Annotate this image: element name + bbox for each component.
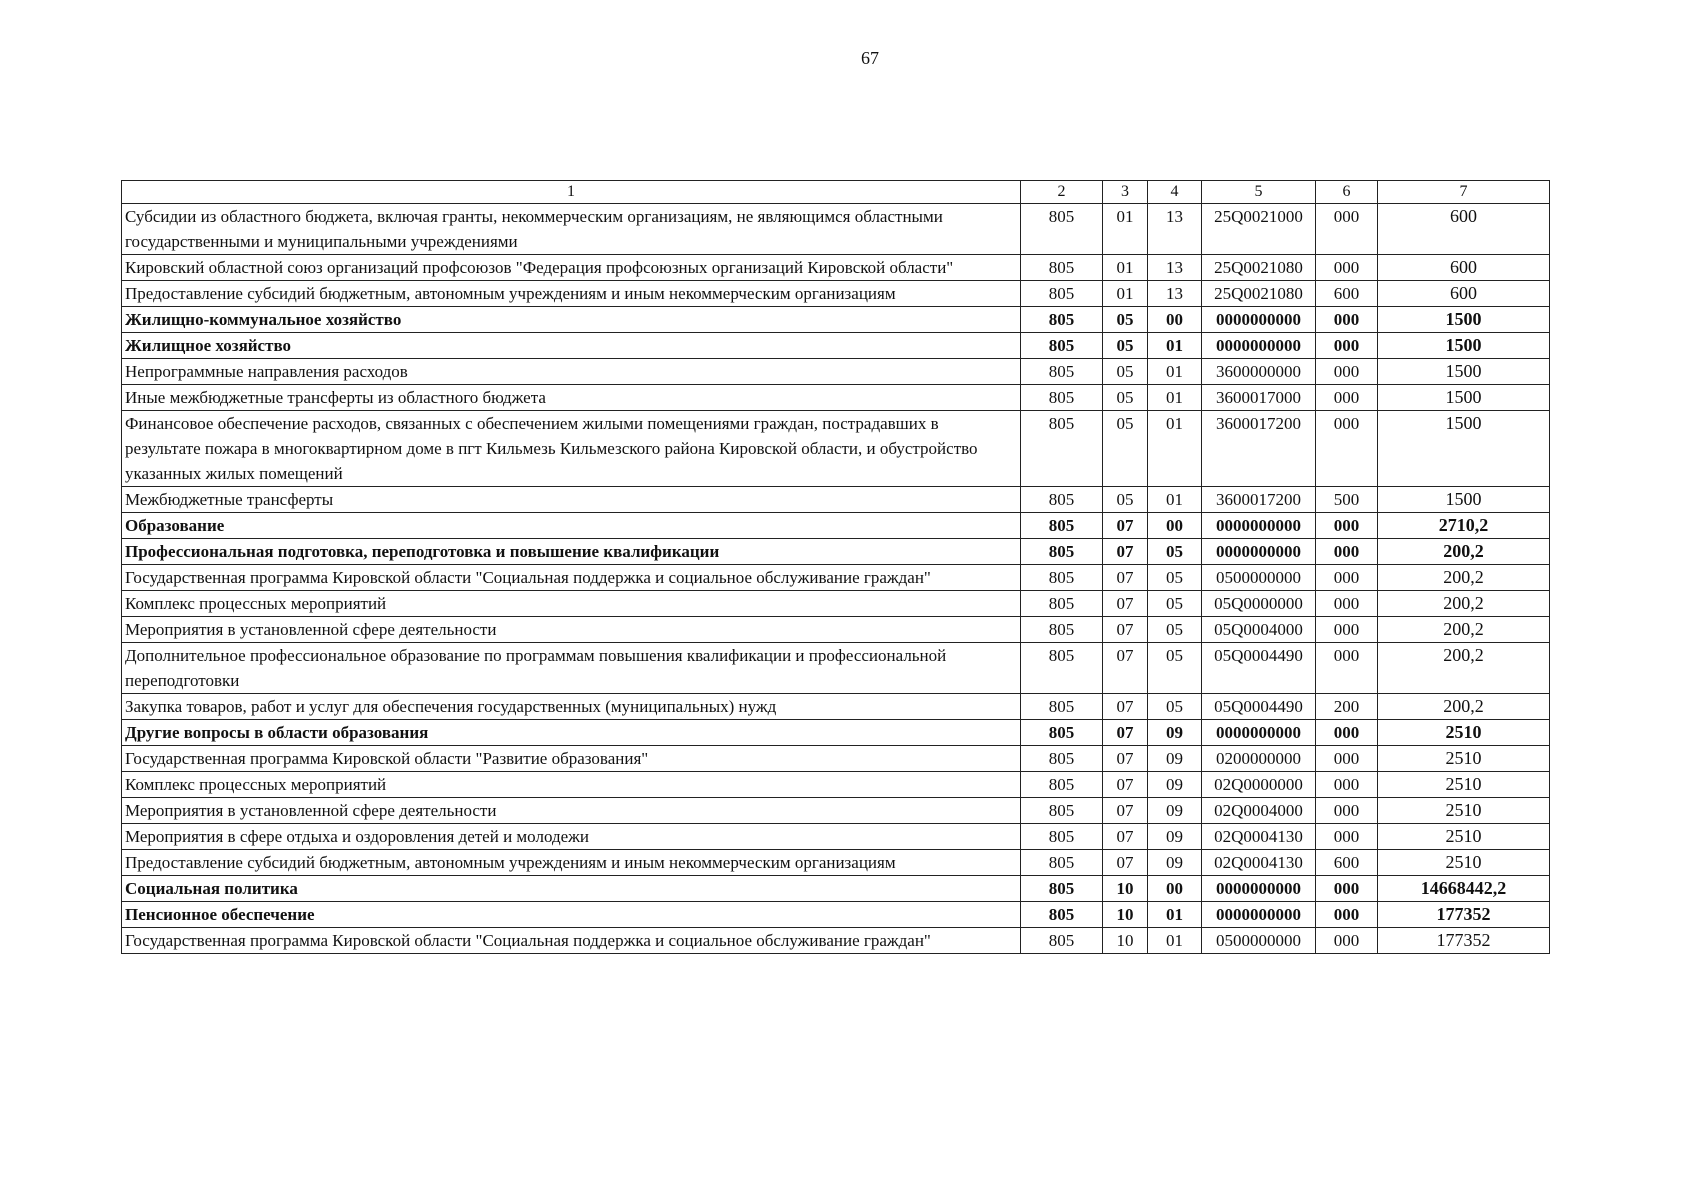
row-amount-cell: 600 [1378,255,1550,281]
row-section-cell: 05 [1103,385,1148,411]
page-number: 67 [861,48,879,68]
row-code-2-cell: 805 [1021,694,1103,720]
row-name-cell: Жилищное хозяйство [122,333,1021,359]
table-row [122,307,1550,333]
table-row [122,204,1550,255]
table-row [122,798,1550,824]
row-name-cell: Государственная программа Кировской области "Развитие образования" [122,746,1021,772]
row-expense-type-cell: 000 [1316,902,1378,928]
row-amount-cell: 200,2 [1378,694,1550,720]
row-target-article-cell: 3600000000 [1202,359,1316,385]
row-target-article-cell: 0000000000 [1202,876,1316,902]
row-section-cell: 07 [1103,513,1148,539]
table-row [122,746,1550,772]
row-code-2-cell: 805 [1021,565,1103,591]
table-row [122,850,1550,876]
row-subsection-cell: 05 [1148,643,1202,694]
row-subsection-cell: 13 [1148,281,1202,307]
row-expense-type-cell: 000 [1316,928,1378,954]
row-expense-type-cell: 600 [1316,281,1378,307]
row-amount-cell: 1500 [1378,333,1550,359]
row-code-2-cell: 805 [1021,798,1103,824]
row-section-cell: 07 [1103,694,1148,720]
row-section-cell: 10 [1103,928,1148,954]
row-target-article-cell: 0000000000 [1202,307,1316,333]
row-target-article-cell: 05Q0004490 [1202,643,1316,694]
row-target-article-cell: 0000000000 [1202,539,1316,565]
header-cell-2: 2 [1021,181,1103,204]
table-row [122,539,1550,565]
row-section-cell: 01 [1103,281,1148,307]
row-target-article-cell: 0500000000 [1202,928,1316,954]
row-section-cell: 07 [1103,850,1148,876]
row-code-2-cell: 805 [1021,772,1103,798]
row-expense-type-cell: 000 [1316,643,1378,694]
row-name-cell: Закупка товаров, работ и услуг для обеспечения государственных (муниципальных) нужд [122,694,1021,720]
row-name-cell: Дополнительное профессиональное образование по программам повышения квалификации и профессиональной переподготовки [122,643,1021,694]
table-row [122,565,1550,591]
row-target-article-cell: 0500000000 [1202,565,1316,591]
row-code-2-cell: 805 [1021,617,1103,643]
row-section-cell: 05 [1103,359,1148,385]
row-amount-cell: 200,2 [1378,617,1550,643]
row-subsection-cell: 05 [1148,591,1202,617]
row-amount-cell: 200,2 [1378,565,1550,591]
row-code-2-cell: 805 [1021,281,1103,307]
row-section-cell: 05 [1103,333,1148,359]
row-code-2-cell: 805 [1021,307,1103,333]
row-amount-cell: 2510 [1378,824,1550,850]
row-code-2-cell: 805 [1021,204,1103,255]
header-cell-3: 3 [1103,181,1148,204]
row-name-cell: Субсидии из областного бюджета, включая гранты, некоммерческим организациям, не являющимся областными государственными и муниципальными учреждениями [122,204,1021,255]
table-row [122,617,1550,643]
row-amount-cell: 14668442,2 [1378,876,1550,902]
row-amount-cell: 1500 [1378,385,1550,411]
row-code-2-cell: 805 [1021,255,1103,281]
row-amount-cell: 2510 [1378,720,1550,746]
header-cell-1: 1 [122,181,1021,204]
row-section-cell: 10 [1103,902,1148,928]
row-section-cell: 07 [1103,617,1148,643]
row-subsection-cell: 01 [1148,902,1202,928]
row-name-cell: Мероприятия в сфере отдыха и оздоровления детей и молодежи [122,824,1021,850]
row-section-cell: 05 [1103,487,1148,513]
row-target-article-cell: 25Q0021080 [1202,255,1316,281]
header-cell-7: 7 [1378,181,1550,204]
table-row [122,772,1550,798]
row-target-article-cell: 0200000000 [1202,746,1316,772]
row-name-cell: Финансовое обеспечение расходов, связанных с обеспечением жилыми помещениями граждан, пострадавших в результате пожара в многоквартирном доме в пгт Кильмезь Кильмезского района Кировской области, и обустройство указанных жилых помещений [122,411,1021,487]
row-amount-cell: 2510 [1378,798,1550,824]
row-section-cell: 05 [1103,307,1148,333]
row-name-cell: Мероприятия в установленной сфере деятельности [122,617,1021,643]
row-target-article-cell: 0000000000 [1202,513,1316,539]
row-subsection-cell: 01 [1148,928,1202,954]
row-code-2-cell: 805 [1021,902,1103,928]
row-subsection-cell: 01 [1148,487,1202,513]
table-row [122,333,1550,359]
row-subsection-cell: 01 [1148,411,1202,487]
row-target-article-cell: 3600017200 [1202,487,1316,513]
row-subsection-cell: 00 [1148,513,1202,539]
row-code-2-cell: 805 [1021,411,1103,487]
row-expense-type-cell: 000 [1316,385,1378,411]
row-section-cell: 07 [1103,565,1148,591]
row-expense-type-cell: 000 [1316,617,1378,643]
row-name-cell: Профессиональная подготовка, переподготовка и повышение квалификации [122,539,1021,565]
row-name-cell: Кировский областной союз организаций профсоюзов "Федерация профсоюзных организаций Кировской области" [122,255,1021,281]
row-name-cell: Предоставление субсидий бюджетным, автономным учреждениям и иным некоммерческим организациям [122,281,1021,307]
row-amount-cell: 1500 [1378,359,1550,385]
row-code-2-cell: 805 [1021,643,1103,694]
row-amount-cell: 200,2 [1378,591,1550,617]
table-row [122,876,1550,902]
row-name-cell: Комплекс процессных мероприятий [122,772,1021,798]
row-target-article-cell: 3600017200 [1202,411,1316,487]
row-code-2-cell: 805 [1021,359,1103,385]
row-section-cell: 07 [1103,591,1148,617]
header-row [122,181,1550,204]
budget-table [121,180,1550,954]
row-code-2-cell: 805 [1021,824,1103,850]
row-target-article-cell: 05Q0000000 [1202,591,1316,617]
row-code-2-cell: 805 [1021,928,1103,954]
row-expense-type-cell: 000 [1316,333,1378,359]
row-subsection-cell: 05 [1148,694,1202,720]
row-expense-type-cell: 000 [1316,591,1378,617]
row-expense-type-cell: 500 [1316,487,1378,513]
row-amount-cell: 1500 [1378,487,1550,513]
row-code-2-cell: 805 [1021,720,1103,746]
row-subsection-cell: 00 [1148,876,1202,902]
row-target-article-cell: 02Q0000000 [1202,772,1316,798]
row-expense-type-cell: 000 [1316,539,1378,565]
row-expense-type-cell: 000 [1316,746,1378,772]
row-name-cell: Непрограммные направления расходов [122,359,1021,385]
row-section-cell: 01 [1103,204,1148,255]
row-code-2-cell: 805 [1021,876,1103,902]
row-target-article-cell: 05Q0004490 [1202,694,1316,720]
table-row [122,720,1550,746]
row-section-cell: 05 [1103,411,1148,487]
row-expense-type-cell: 000 [1316,359,1378,385]
row-subsection-cell: 09 [1148,720,1202,746]
row-name-cell: Образование [122,513,1021,539]
row-expense-type-cell: 000 [1316,720,1378,746]
row-code-2-cell: 805 [1021,539,1103,565]
row-subsection-cell: 09 [1148,850,1202,876]
row-amount-cell: 600 [1378,204,1550,255]
row-expense-type-cell: 600 [1316,850,1378,876]
row-section-cell: 07 [1103,720,1148,746]
row-amount-cell: 200,2 [1378,539,1550,565]
row-subsection-cell: 01 [1148,359,1202,385]
row-amount-cell: 2510 [1378,850,1550,876]
row-target-article-cell: 0000000000 [1202,333,1316,359]
row-name-cell: Пенсионное обеспечение [122,902,1021,928]
row-target-article-cell: 0000000000 [1202,902,1316,928]
row-name-cell: Комплекс процессных мероприятий [122,591,1021,617]
table-row [122,824,1550,850]
table-row [122,487,1550,513]
row-name-cell: Мероприятия в установленной сфере деятельности [122,798,1021,824]
row-subsection-cell: 05 [1148,617,1202,643]
row-target-article-cell: 25Q0021000 [1202,204,1316,255]
row-target-article-cell: 02Q0004000 [1202,798,1316,824]
row-amount-cell: 2510 [1378,746,1550,772]
row-amount-cell: 177352 [1378,902,1550,928]
table-row [122,385,1550,411]
row-amount-cell: 200,2 [1378,643,1550,694]
table-row [122,281,1550,307]
row-section-cell: 10 [1103,876,1148,902]
row-expense-type-cell: 000 [1316,876,1378,902]
header-cell-4: 4 [1148,181,1202,204]
row-amount-cell: 1500 [1378,411,1550,487]
row-subsection-cell: 09 [1148,772,1202,798]
row-name-cell: Государственная программа Кировской области "Социальная поддержка и социальное обслуживание граждан" [122,565,1021,591]
row-amount-cell: 2510 [1378,772,1550,798]
row-subsection-cell: 09 [1148,798,1202,824]
row-code-2-cell: 805 [1021,487,1103,513]
row-code-2-cell: 805 [1021,591,1103,617]
table-row [122,513,1550,539]
row-amount-cell: 2710,2 [1378,513,1550,539]
row-name-cell: Другие вопросы в области образования [122,720,1021,746]
row-target-article-cell: 02Q0004130 [1202,850,1316,876]
row-section-cell: 07 [1103,798,1148,824]
row-subsection-cell: 13 [1148,204,1202,255]
row-subsection-cell: 00 [1148,307,1202,333]
row-section-cell: 07 [1103,539,1148,565]
row-target-article-cell: 0000000000 [1202,720,1316,746]
row-subsection-cell: 05 [1148,565,1202,591]
header-cell-5: 5 [1202,181,1316,204]
row-expense-type-cell: 000 [1316,204,1378,255]
row-section-cell: 07 [1103,772,1148,798]
row-expense-type-cell: 000 [1316,513,1378,539]
row-section-cell: 07 [1103,643,1148,694]
row-subsection-cell: 01 [1148,333,1202,359]
table-row [122,643,1550,694]
table-row [122,255,1550,281]
header-cell-6: 6 [1316,181,1378,204]
row-section-cell: 01 [1103,255,1148,281]
row-expense-type-cell: 000 [1316,411,1378,487]
row-subsection-cell: 09 [1148,746,1202,772]
row-subsection-cell: 09 [1148,824,1202,850]
table-row [122,591,1550,617]
table-row [122,902,1550,928]
table-row [122,411,1550,487]
row-name-cell: Жилищно-коммунальное хозяйство [122,307,1021,333]
row-expense-type-cell: 000 [1316,565,1378,591]
row-name-cell: Предоставление субсидий бюджетным, автономным учреждениям и иным некоммерческим организациям [122,850,1021,876]
row-code-2-cell: 805 [1021,333,1103,359]
row-code-2-cell: 805 [1021,513,1103,539]
row-expense-type-cell: 000 [1316,824,1378,850]
table-row [122,694,1550,720]
row-section-cell: 07 [1103,824,1148,850]
row-name-cell: Социальная политика [122,876,1021,902]
row-amount-cell: 1500 [1378,307,1550,333]
row-code-2-cell: 805 [1021,850,1103,876]
table-row [122,359,1550,385]
row-expense-type-cell: 000 [1316,255,1378,281]
row-section-cell: 07 [1103,746,1148,772]
row-target-article-cell: 25Q0021080 [1202,281,1316,307]
row-expense-type-cell: 000 [1316,798,1378,824]
table-row [122,928,1550,954]
row-amount-cell: 600 [1378,281,1550,307]
row-name-cell: Иные межбюджетные трансферты из областного бюджета [122,385,1021,411]
row-code-2-cell: 805 [1021,385,1103,411]
row-expense-type-cell: 200 [1316,694,1378,720]
row-subsection-cell: 05 [1148,539,1202,565]
row-target-article-cell: 02Q0004130 [1202,824,1316,850]
row-subsection-cell: 13 [1148,255,1202,281]
row-subsection-cell: 01 [1148,385,1202,411]
row-target-article-cell: 3600017000 [1202,385,1316,411]
row-name-cell: Межбюджетные трансферты [122,487,1021,513]
row-name-cell: Государственная программа Кировской области "Социальная поддержка и социальное обслуживание граждан" [122,928,1021,954]
row-target-article-cell: 05Q0004000 [1202,617,1316,643]
row-amount-cell: 177352 [1378,928,1550,954]
row-code-2-cell: 805 [1021,746,1103,772]
row-expense-type-cell: 000 [1316,307,1378,333]
row-expense-type-cell: 000 [1316,772,1378,798]
